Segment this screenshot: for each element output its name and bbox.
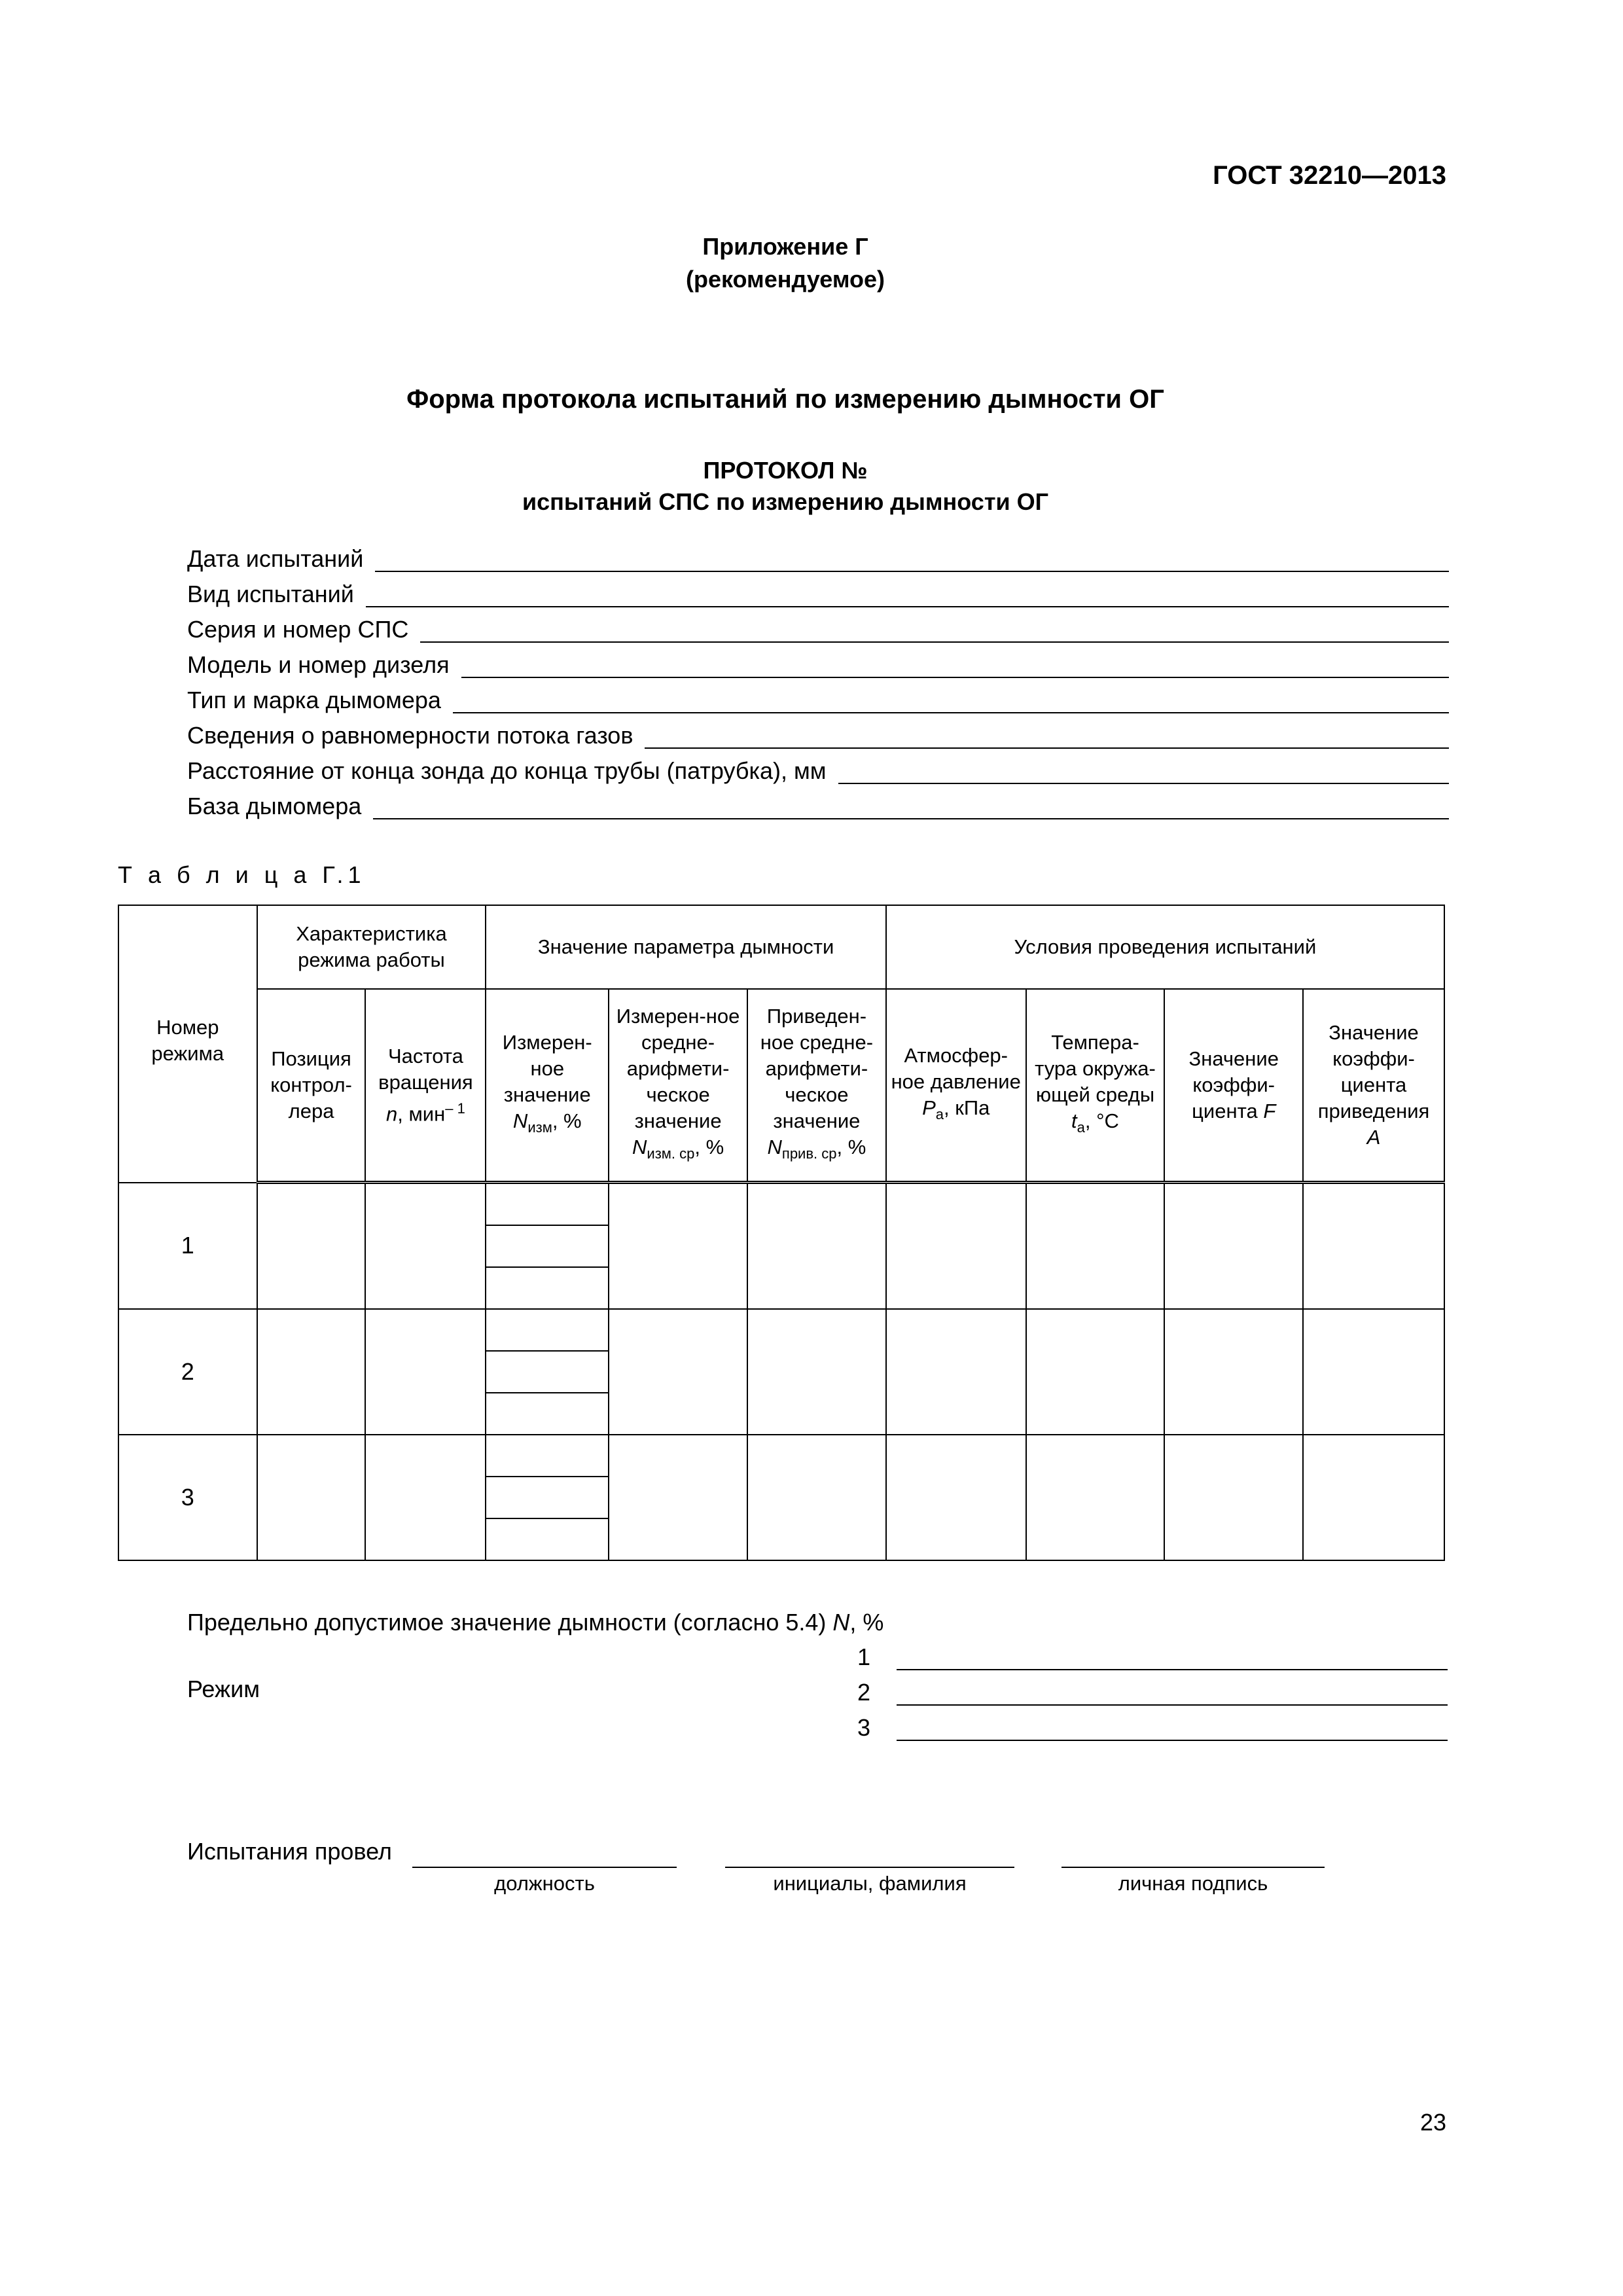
field-smoke-meter-base: [187, 785, 1449, 819]
symbol: N: [767, 1135, 782, 1158]
unit: , %: [694, 1135, 724, 1158]
symbol: N: [832, 1609, 850, 1636]
empty-cell[interactable]: [1164, 1435, 1303, 1560]
empty-cell[interactable]: [365, 1183, 486, 1310]
empty-cell[interactable]: [747, 1435, 886, 1560]
field-smoke-meter-type: [187, 679, 1449, 713]
empty-cell[interactable]: [1026, 1183, 1165, 1310]
measurement-cell[interactable]: [486, 1225, 609, 1267]
empty-cell[interactable]: [1026, 1309, 1165, 1435]
fill-in-line[interactable]: [897, 1713, 1448, 1741]
page-number: 23: [1419, 2109, 1446, 2136]
col-measured-value: [486, 989, 609, 1183]
unit: , %: [849, 1609, 884, 1636]
fill-in-line[interactable]: [453, 686, 1449, 713]
subscript: а: [935, 1106, 944, 1123]
fill-in-line[interactable]: [645, 721, 1449, 749]
group-test-conditions: Условия проведения испытаний: [886, 905, 1444, 989]
empty-cell[interactable]: [365, 1309, 486, 1435]
field-label: Модель и номер дизеля: [187, 651, 450, 678]
group-smoke-parameter: Значение параметра дымности: [486, 905, 885, 989]
mode-label: Режим: [187, 1676, 260, 1702]
name-caption: инициалы, фамилия: [773, 1872, 967, 1895]
mode-number-cell: 1: [118, 1183, 257, 1310]
symbol: N: [512, 1109, 528, 1132]
position-line[interactable]: [412, 1867, 677, 1868]
table-row: [118, 1183, 1444, 1226]
empty-cell[interactable]: [1303, 1309, 1444, 1435]
col-atmospheric-pressure: [886, 989, 1026, 1183]
empty-cell[interactable]: [886, 1183, 1026, 1310]
tested-by-label: Испытания провел: [187, 1838, 392, 1865]
fill-in-line[interactable]: [461, 651, 1449, 678]
empty-cell[interactable]: [747, 1309, 886, 1435]
subscript: а: [1077, 1119, 1085, 1136]
standard-number: ГОСТ 32210—2013: [1213, 161, 1446, 190]
empty-cell[interactable]: [1026, 1435, 1165, 1560]
empty-cell[interactable]: [257, 1183, 366, 1310]
empty-cell[interactable]: [257, 1435, 366, 1560]
field-flow-uniformity: [187, 715, 1449, 749]
col-measured-mean: [609, 989, 747, 1183]
fill-in-line[interactable]: [897, 1678, 1448, 1706]
field-label: Тип и марка дымомера: [187, 687, 441, 713]
field-test-type: [187, 573, 1449, 607]
mode-number-cell: 3: [118, 1435, 257, 1560]
subscript: изм: [527, 1119, 552, 1136]
limit-mode-1: [857, 1636, 1448, 1670]
unit: , %: [836, 1135, 866, 1158]
col-label: Частота вращения: [378, 1044, 473, 1094]
field-label: Вид испытаний: [187, 581, 354, 607]
exponent: – 1: [445, 1100, 465, 1117]
col-mode-number: Номер режима: [118, 905, 257, 1183]
col-label: Значение коэффи-циента: [1188, 1047, 1279, 1122]
limit-mode-3: [857, 1707, 1448, 1741]
empty-cell[interactable]: [1303, 1183, 1444, 1310]
protocol-subtitle: испытаний СПС по измерению дымности ОГ: [522, 488, 1048, 515]
field-label: База дымомера: [187, 793, 362, 819]
empty-cell[interactable]: [1164, 1183, 1303, 1310]
mode-number: 2: [857, 1679, 871, 1706]
signature-caption: личная подпись: [1118, 1872, 1268, 1895]
col-label: Приведен-ное средне-арифмети-ческое значение: [760, 1004, 874, 1132]
mode-number: 3: [857, 1714, 871, 1741]
empty-cell[interactable]: [365, 1435, 486, 1560]
field-series-number: [187, 609, 1449, 643]
appendix-title: Приложение Г: [702, 233, 868, 260]
measurement-cell[interactable]: [486, 1477, 609, 1518]
field-probe-distance: [187, 750, 1449, 784]
field-test-date: [187, 538, 1449, 572]
field-label: Дата испытаний: [187, 545, 364, 572]
col-ambient-temperature: [1026, 989, 1165, 1183]
group-mode-characteristics: Характеристика режима работы: [257, 905, 486, 989]
col-label: Атмосфер-ное давление: [891, 1043, 1021, 1093]
measurement-cell[interactable]: [486, 1309, 609, 1351]
empty-cell[interactable]: [1303, 1435, 1444, 1560]
appendix-status: (рекомендуемое): [686, 266, 885, 293]
symbol: P: [922, 1096, 936, 1119]
protocol-title: ПРОТОКОЛ №: [703, 457, 868, 484]
signature-line[interactable]: [1061, 1867, 1325, 1868]
empty-cell[interactable]: [747, 1183, 886, 1310]
col-label: Темпера-тура окружа-ющей среды: [1035, 1030, 1156, 1106]
fill-in-line[interactable]: [838, 757, 1449, 784]
fill-in-line[interactable]: [366, 580, 1449, 607]
field-label: Сведения о равномерности потока газов: [187, 722, 633, 749]
measurement-cell[interactable]: [486, 1435, 609, 1477]
col-label: Измерен-ное средне-арифмети-ческое значение: [616, 1004, 740, 1132]
fill-in-line[interactable]: [373, 792, 1449, 819]
col-coefficient-f: [1164, 989, 1303, 1183]
symbol: n: [386, 1102, 398, 1126]
empty-cell[interactable]: [609, 1435, 747, 1560]
measurement-cell[interactable]: [486, 1393, 609, 1435]
measurement-cell[interactable]: [486, 1183, 609, 1226]
limit-text: Предельно допустимое значение дымности (согласно 5.4): [187, 1609, 833, 1636]
name-line[interactable]: [725, 1867, 1014, 1868]
field-diesel-model: [187, 644, 1449, 678]
unit: , мин: [397, 1102, 446, 1126]
fill-in-line[interactable]: [420, 615, 1449, 643]
position-caption: должность: [494, 1872, 595, 1895]
table-row: [118, 1435, 1444, 1477]
empty-cell[interactable]: [886, 1435, 1026, 1560]
col-rotation-frequency: [365, 989, 486, 1183]
fill-in-line[interactable]: [375, 545, 1449, 572]
table-row: [118, 1309, 1444, 1351]
empty-cell[interactable]: [609, 1183, 747, 1310]
unit: , %: [552, 1109, 582, 1132]
col-controller-position: Позиция контрол-лера: [257, 989, 366, 1183]
mode-number: 1: [857, 1643, 871, 1670]
field-label: Серия и номер СПС: [187, 616, 409, 643]
col-reduced-mean: [747, 989, 886, 1183]
col-label: Значение коэффи-циента приведения: [1317, 1021, 1430, 1122]
fill-in-line[interactable]: [897, 1643, 1448, 1670]
test-results-table: [118, 905, 1445, 1561]
symbol: N: [632, 1135, 647, 1158]
smoke-limit-label: [187, 1609, 883, 1636]
unit: , кПа: [944, 1096, 990, 1119]
empty-cell[interactable]: [886, 1309, 1026, 1435]
symbol: t: [1071, 1109, 1077, 1132]
symbol: F: [1263, 1100, 1276, 1122]
measurement-cell[interactable]: [486, 1351, 609, 1393]
empty-cell[interactable]: [257, 1309, 366, 1435]
measurement-cell[interactable]: [486, 1518, 609, 1560]
col-coefficient-a: [1303, 989, 1444, 1183]
field-label: Расстояние от конца зонда до конца трубы (патрубка), мм: [187, 757, 827, 784]
subscript: прив. ср: [781, 1145, 837, 1162]
limit-mode-2: [857, 1672, 1448, 1706]
subscript: изм. ср: [647, 1145, 695, 1162]
empty-cell[interactable]: [609, 1309, 747, 1435]
col-label: Измерен-ное значение: [502, 1030, 592, 1106]
empty-cell[interactable]: [1164, 1309, 1303, 1435]
table-caption: Т а б л и ц а Г.1: [118, 861, 366, 888]
measurement-cell[interactable]: [486, 1267, 609, 1309]
mode-number-cell: 2: [118, 1309, 257, 1435]
form-title: Форма протокола испытаний по измерению дымности ОГ: [406, 385, 1164, 414]
unit: , °C: [1084, 1109, 1119, 1132]
symbol: A: [1366, 1126, 1381, 1149]
